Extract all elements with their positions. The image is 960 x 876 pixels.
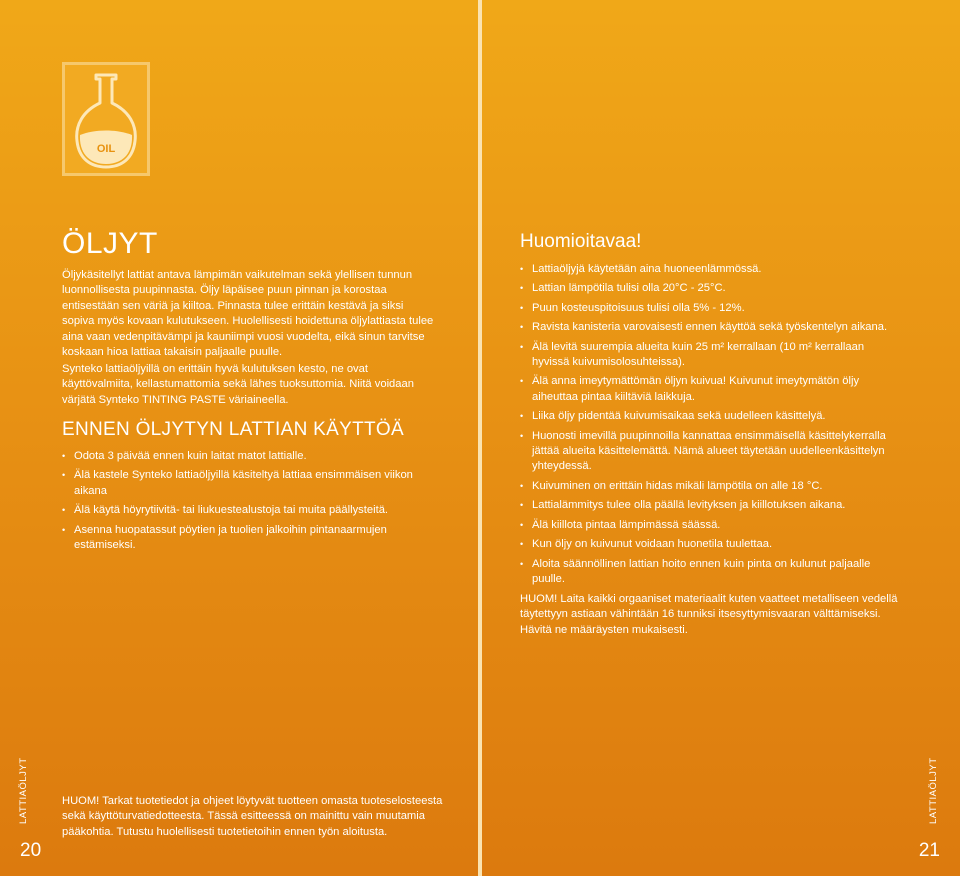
list-item: • Aloita säännöllinen lattian hoito ennen kuin pinta on kulunut paljaalle puulle. [520,557,900,588]
oil-logo-label: OIL [96,143,116,155]
side-label: LATTIAÖLJYT [18,757,29,824]
list-item: • Huonosti imevillä puupinnoilla kannattaa ensimmäisellä käsittelykerralla jättää alueita käsittelemättä. Nämä alueet täytetään uudelleenkäsittelyn yhteydessä. [520,429,900,475]
list-item: • Älä levitä suurempia alueita kuin 25 m² kerrallaan (10 m² kerrallaan hyvissä kuivumisolosuhteissa). [520,340,900,371]
list-item: • Lattiaöljyjä käytetään aina huoneenlämmössä. [520,262,900,277]
side-label: LATTIAÖLJYT [928,757,939,824]
intro-paragraph: Öljykäsitellyt lattiat antava lämpimän vaikutelman sekä ylellisen tunnun luonnollisesta puupinnasta. Öljy läpäisee puun pinnan ja korostaa entisestään sen väriä ja kiiltoa. Pinnasta tulee erittäin kestävä ja siksi sopiva myös kovaan kulutukseen. Huolellisesti hoidettuna öljylattiasta tulee aina vaan vedenpitävämpi ja kauniimpi vuosi vuodelta, eikä sinun tarvitse koskaan hioa lattiaa takaisin paljaalle puulle. [62,269,434,359]
page-title: ÖLJYT [62,227,158,260]
list-item: • Asenna huopatassut pöytien ja tuolien jalkoihin pintanaarmujen estämiseksi. [62,523,438,554]
huom-note: HUOM! Laita kaikki orgaaniset materiaalit kuten vaatteet metalliseen vedellä täytettyyn astiaan vähintään 16 tunniksi itsesyttymisvaaran välttämiseksi. Hävitä ne määräysten mukaisesti. [520,593,898,636]
right-page [482,0,960,876]
left-page [0,0,478,876]
page-number: 21 [918,840,940,861]
list-item: • Liika öljy pidentää kuivumisaikaa sekä uudelleen käsittelyä. [520,409,900,424]
oil-logo [62,62,150,176]
list-item: • Älä kastele Synteko lattiaöljyillä käsiteltyä lattiaa ensimmäisen viikon aikana [62,468,438,499]
list-item: • Puun kosteuspitoisuus tulisi olla 5% - 12%. [520,301,900,316]
list-item: • Älä anna imeytymättömän öljyn kuivua! Kuivunut imeytymätön öljy aiheuttaa pintaa kiiltäviä laikkuja. [520,374,900,405]
list-item: • Odota 3 päivää ennen kuin laitat matot lattialle. [62,449,438,464]
huom-note: HUOM! Tarkat tuotetiedot ja ohjeet löytyvät tuotteen omasta tuoteselosteesta sekä käyttöturvatiedotteesta. Tässä esitteessä on mainittu vain muutamia pääkohtia. Tutustu huolellisesti tuotetietoihin ennen työn aloitusta. [62,795,443,838]
list-item: • Älä kiillota pintaa lämpimässä säässä. [520,518,900,533]
flask-icon [65,65,147,173]
synteko-paragraph: Synteko lattiaöljyillä on erittäin hyvä kulutuksen kesto, ne ovat käyttövalmiita, kellastumattomia sekä lähes tuoksuttomia. Niitä voidaan värjätä Synteko TINTING PASTE väriaineella. [62,363,414,406]
list-item: • Älä käytä höyrytiivitä- tai liukuestealustoja tai muita päällysteitä. [62,503,438,518]
list-item: • Kuivuminen on erittäin hidas mikäli lämpötila on alle 18 °C. [520,479,900,494]
list-item: • Lattian lämpötila tulisi olla 20°C - 25°C. [520,281,900,296]
notes-title: Huomioitavaa! [520,231,642,252]
list-item: • Ravista kanisteria varovaisesti ennen käyttöä sekä työskentelyn aikana. [520,320,900,335]
notes-list [520,262,900,591]
page-number: 20 [20,840,42,861]
section-title: ENNEN ÖLJYTYN LATTIAN KÄYTTÖÄ [62,419,404,440]
list-item: • Lattialämmitys tulee olla päällä levityksen ja kiillotuksen aikana. [520,498,900,513]
list-item: • Kun öljy on kuivunut voidaan huonetila tuulettaa. [520,537,900,552]
before-use-list [62,449,438,557]
